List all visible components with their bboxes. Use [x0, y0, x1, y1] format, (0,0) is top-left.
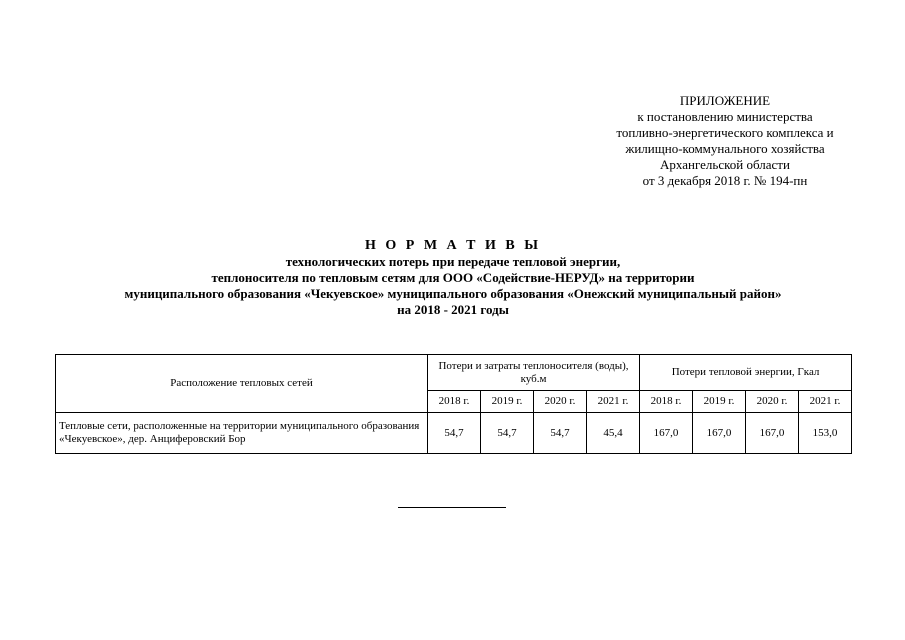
norms-table [55, 354, 852, 454]
year-header: 2018 г. [428, 391, 481, 413]
title-line: технологических потерь при передаче тепловой энергии, [285, 254, 621, 269]
title-line: муниципального образования «Чекуевское» муниципального образования «Онежский муниципальный район» [124, 286, 782, 301]
document-title [40, 238, 866, 318]
appendix-line: жилищно-коммунального хозяйства [625, 141, 825, 156]
location-cell: Тепловые сети, расположенные на территории муниципального образования «Чекуевское», дер. Анциферовский Бор [56, 413, 428, 454]
appendix-line: к постановлению министерства [637, 109, 813, 124]
appendix-block [580, 93, 870, 189]
year-header: 2020 г. [746, 391, 799, 413]
title-heading: Н О Р М А Т И В Ы [365, 238, 541, 253]
value-cell: 167,0 [693, 413, 746, 454]
footer-divider [398, 507, 506, 508]
year-header: 2019 г. [693, 391, 746, 413]
appendix-title: ПРИЛОЖЕНИЕ [679, 93, 771, 108]
value-cell: 153,0 [799, 413, 852, 454]
value-cell: 54,7 [534, 413, 587, 454]
year-header: 2021 г. [587, 391, 640, 413]
table-header-row [56, 355, 852, 391]
coolant-loss-header: Потери и затраты теплоносителя (воды), куб.м [428, 355, 640, 391]
value-cell: 54,7 [481, 413, 534, 454]
title-line: теплоносителя по тепловым сетям для ООО «Содействие-НЕРУД» на территории [211, 270, 695, 285]
heat-loss-header: Потери тепловой энергии, Гкал [640, 355, 852, 391]
location-header: Расположение тепловых сетей [56, 355, 428, 413]
appendix-line: топливно-энергетического комплекса и [616, 125, 834, 140]
value-cell: 54,7 [428, 413, 481, 454]
year-header: 2021 г. [799, 391, 852, 413]
year-header: 2020 г. [534, 391, 587, 413]
appendix-date: от 3 декабря 2018 г. № 194-пн [642, 173, 808, 188]
table-row [56, 413, 852, 454]
value-cell: 45,4 [587, 413, 640, 454]
appendix-line: Архангельской области [660, 157, 790, 172]
year-header: 2018 г. [640, 391, 693, 413]
year-header: 2019 г. [481, 391, 534, 413]
value-cell: 167,0 [640, 413, 693, 454]
value-cell: 167,0 [746, 413, 799, 454]
title-line: на 2018 - 2021 годы [397, 302, 509, 317]
